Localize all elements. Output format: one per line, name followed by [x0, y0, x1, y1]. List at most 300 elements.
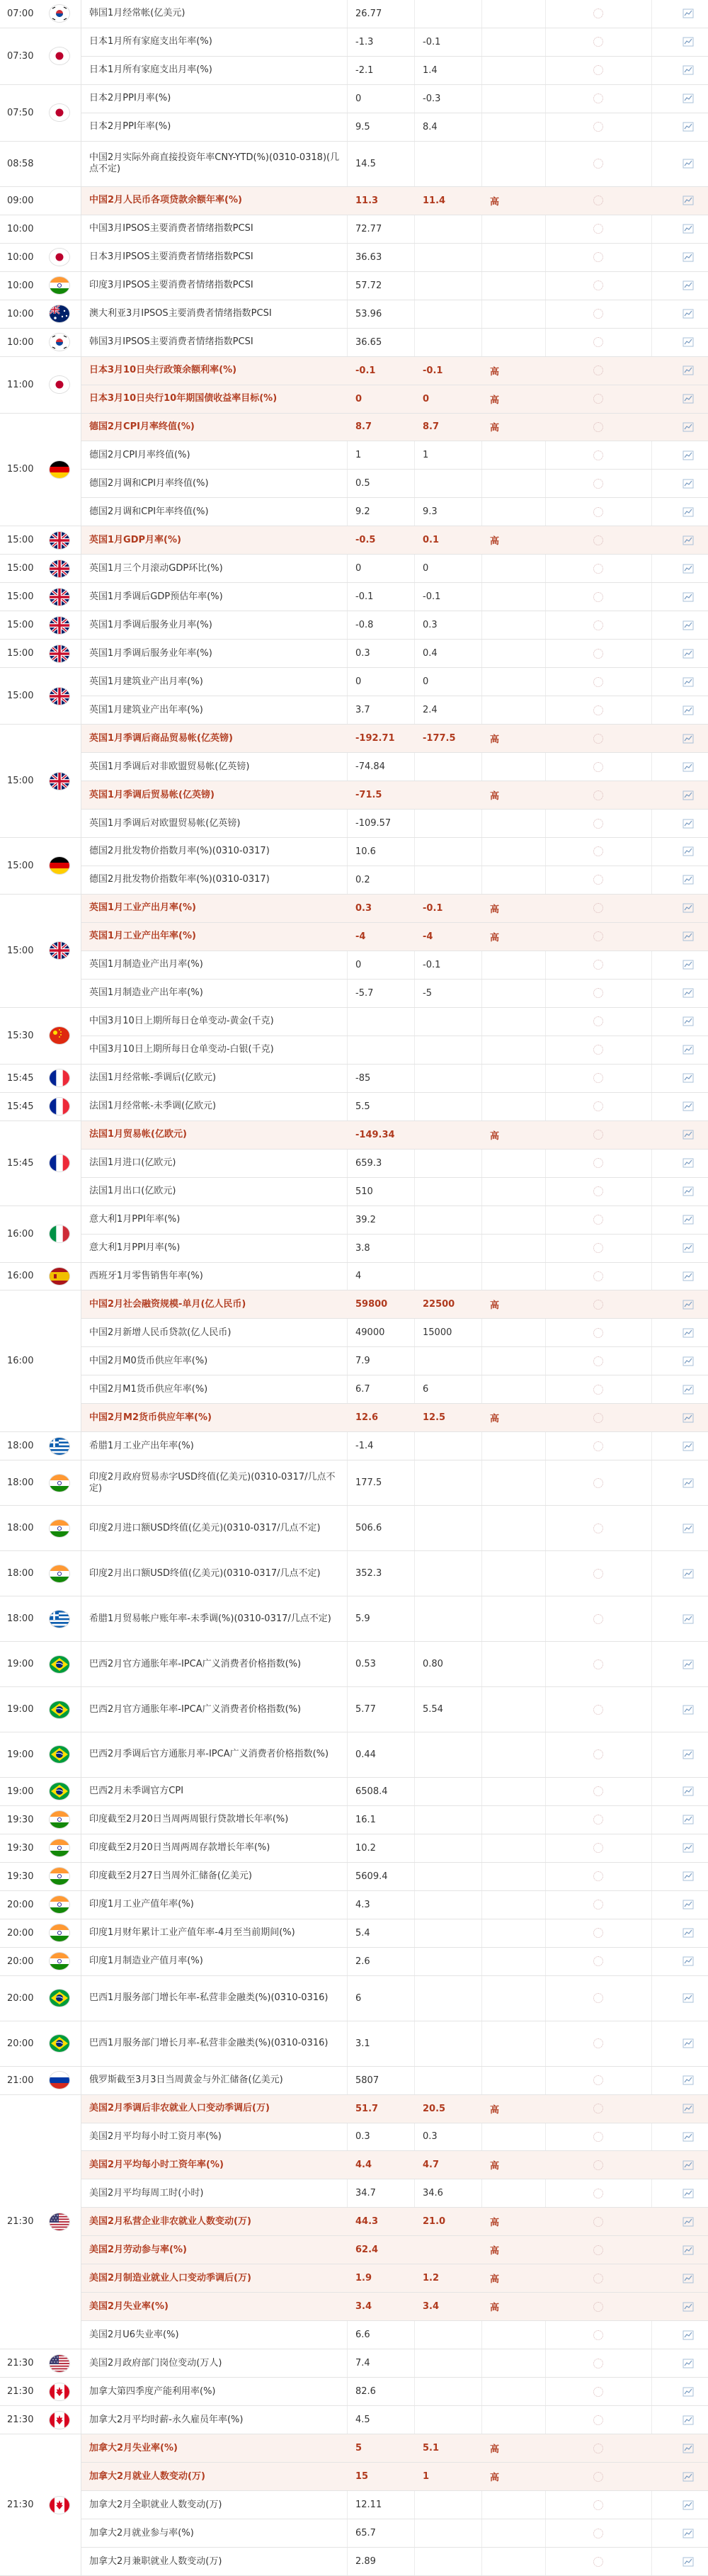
event-time: 15:45 — [7, 1157, 34, 1169]
france-flag-icon — [50, 1069, 69, 1086]
chart-icon[interactable] — [680, 57, 697, 84]
event-name[interactable]: 希腊1月贸易帐户账年率-未季调(%)(0310-0317/几点不定) — [89, 1613, 331, 1624]
chart-icon[interactable] — [680, 951, 697, 979]
chart-icon[interactable] — [680, 668, 697, 696]
chart-icon[interactable] — [680, 113, 697, 141]
event-name[interactable]: 英国1月建筑业产出年率(%) — [89, 704, 203, 715]
event-name[interactable]: 英国1月季调后服务业月率(%) — [89, 619, 212, 630]
greece-flag-icon — [50, 1438, 69, 1455]
chart-icon[interactable] — [680, 1178, 697, 1205]
event-name[interactable]: 法国1月出口(亿欧元) — [89, 1186, 176, 1197]
spinner-icon — [593, 93, 603, 103]
event-name[interactable]: 中国3月10日上期所每日仓单变动-白银(千克) — [89, 1044, 274, 1055]
previous-value: 506.6 — [355, 1523, 382, 1534]
chart-icon[interactable] — [680, 2349, 697, 2377]
event-time: 20:00 — [7, 1992, 34, 2004]
importance-label: 高 — [490, 2161, 500, 2172]
event-row — [0, 1687, 708, 1732]
chart-icon[interactable] — [680, 1206, 697, 1234]
chart-icon[interactable] — [680, 0, 697, 28]
chart-icon[interactable] — [680, 2021, 697, 2066]
chart-icon[interactable] — [680, 838, 697, 866]
chart-icon[interactable] — [680, 1976, 697, 2021]
previous-value: 12.11 — [355, 2500, 382, 2511]
chart-icon[interactable] — [680, 1347, 697, 1375]
chart-icon[interactable] — [680, 2293, 697, 2320]
india-flag-icon — [50, 1924, 69, 1941]
spinner-icon — [593, 2274, 603, 2283]
event-name[interactable]: 英国1月季调后GDP预估年率(%) — [89, 591, 223, 602]
event-name[interactable]: 巴西2月官方通胀年率-IPCA广义消费者价格指数(%) — [89, 1703, 302, 1715]
previous-value: 14.5 — [355, 158, 376, 169]
chart-icon[interactable] — [680, 1460, 697, 1505]
event-time: 21:30 — [7, 2386, 34, 2398]
spinner-icon — [593, 2189, 603, 2198]
event-name[interactable]: 印度1月财年累计工业产值年率-4月至当前期间(%) — [89, 1927, 295, 1939]
chart-icon[interactable] — [680, 1863, 697, 1890]
previous-value: 2.6 — [355, 1956, 370, 1967]
time-group-cell — [0, 1948, 81, 1976]
chart-icon[interactable] — [680, 526, 697, 554]
chart-icon[interactable] — [680, 1732, 697, 1777]
chart-icon[interactable] — [680, 895, 697, 922]
event-name[interactable]: 中国2月人民币各项贷款余额年率(%) — [89, 195, 242, 206]
previous-value: 5.77 — [355, 1704, 376, 1715]
event-row — [0, 1036, 708, 1065]
spinner-icon — [593, 1928, 603, 1938]
time-group-cell — [0, 1642, 81, 1687]
chart-icon[interactable] — [680, 1778, 697, 1805]
event-name[interactable]: 中国2月实际外商直接投资年率CNY-YTD(%)(0310-0318)(几点不定) — [89, 152, 340, 175]
chart-icon[interactable] — [680, 1919, 697, 1947]
event-name[interactable]: 英国1月三个月滚动GDP环比(%) — [89, 562, 223, 574]
chart-icon[interactable] — [680, 300, 697, 328]
chart-icon[interactable] — [680, 414, 697, 441]
event-row — [0, 583, 708, 611]
chart-icon[interactable] — [680, 2321, 697, 2349]
event-name[interactable]: 英国1月季调后对非欧盟贸易帐(亿英镑) — [89, 761, 250, 772]
chart-icon[interactable] — [680, 2095, 697, 2123]
chart-icon[interactable] — [680, 2208, 697, 2235]
event-name[interactable]: 加拿大2月失业率(%) — [89, 2442, 178, 2453]
loading-spinner — [545, 414, 651, 441]
forecast-value: 6 — [423, 1384, 429, 1395]
spinner-icon — [593, 1871, 603, 1881]
previous-value: 36.63 — [355, 251, 382, 263]
spinner-icon — [593, 2387, 603, 2397]
forecast-value: -0.3 — [423, 93, 441, 104]
event-name[interactable]: 印度3月IPSOS主要消费者情绪指数PCSI — [89, 280, 253, 291]
germany-flag-icon — [50, 461, 69, 478]
event-name[interactable]: 加拿大2月就业人数变动(万) — [89, 2470, 205, 2482]
event-row — [0, 1178, 708, 1206]
event-name[interactable]: 巴西1月服务部门增长月率-私营非金融类(%)(0310-0316) — [89, 2038, 329, 2049]
event-name[interactable]: 印度截至2月20日当周两周银行贷款增长年率(%) — [89, 1814, 289, 1825]
loading-spinner — [545, 1891, 651, 1919]
spinner-icon — [593, 2557, 603, 2567]
spinner-icon — [593, 2302, 603, 2312]
chart-icon[interactable] — [680, 2236, 697, 2264]
spinner-icon — [593, 479, 603, 489]
event-name[interactable]: 希腊1月工业产出年率(%) — [89, 1440, 194, 1451]
chart-icon[interactable] — [680, 85, 697, 113]
chart-icon[interactable] — [680, 555, 697, 582]
event-name[interactable]: 巴西1月服务部门增长年率-私营非金融类(%)(0310-0316) — [89, 1992, 329, 2004]
event-time: 16:00 — [7, 1228, 34, 1239]
loading-spinner — [545, 1093, 651, 1120]
chart-icon[interactable] — [680, 187, 697, 215]
event-name[interactable]: 法国1月进口(亿欧元) — [89, 1157, 176, 1169]
event-time: 19:30 — [7, 1871, 34, 1882]
event-name[interactable]: 德国2月批发物价指数年率(%)(0310-0317) — [89, 874, 270, 885]
forecast-value: 0.3 — [423, 2131, 438, 2143]
event-row — [0, 2208, 708, 2236]
chart-icon[interactable] — [680, 1375, 697, 1403]
chart-icon[interactable] — [680, 753, 697, 781]
chart-icon[interactable] — [680, 1263, 697, 1290]
time-group-cell — [0, 300, 81, 329]
loading-spinner — [545, 1150, 651, 1177]
event-name[interactable]: 印度截至2月27日当周外汇储备(亿美元) — [89, 1871, 252, 1882]
chart-icon[interactable] — [680, 923, 697, 951]
event-row — [0, 2151, 708, 2179]
brazil-flag-icon — [50, 1746, 69, 1763]
chart-icon[interactable] — [680, 1506, 697, 1550]
event-name[interactable]: 德国2月CPI月率终值(%) — [89, 449, 190, 460]
chart-icon[interactable] — [680, 1121, 697, 1149]
event-name[interactable]: 巴西2月未季调官方CPI — [89, 1786, 184, 1797]
event-row — [0, 1065, 708, 1093]
event-name[interactable]: 澳大利亚3月IPSOS主要消费者情绪指数PCSI — [89, 308, 272, 319]
event-row — [0, 753, 708, 781]
event-name[interactable]: 印度2月进口额USD终值(亿美元)(0310-0317/几点不定) — [89, 1522, 321, 1533]
chart-icon[interactable] — [680, 2463, 697, 2490]
event-name[interactable]: 俄罗斯截至3月3日当周黄金与外汇储备(亿美元) — [89, 2075, 283, 2086]
forecast-value: -0.1 — [423, 36, 441, 47]
loading-spinner — [545, 85, 651, 113]
canada-flag-icon — [50, 2412, 69, 2429]
importance-label: 高 — [490, 904, 500, 915]
spinner-icon — [593, 1749, 603, 1759]
chart-icon[interactable] — [680, 272, 697, 300]
loading-spinner — [545, 1290, 651, 1318]
forecast-value: 0 — [423, 676, 429, 688]
event-name[interactable]: 英国1月制造业产出月率(%) — [89, 959, 203, 970]
spinner-icon — [593, 960, 603, 970]
event-name[interactable]: 中国3月10日上期所每日仓单变动-黄金(千克) — [89, 1016, 274, 1027]
chart-icon[interactable] — [680, 1596, 697, 1641]
loading-spinner — [545, 1008, 651, 1035]
event-name[interactable]: 法国1月经常帐-季调后(亿欧元) — [89, 1072, 217, 1084]
event-name[interactable]: 英国1月季调后服务业年率(%) — [89, 647, 212, 659]
forecast-value: -177.5 — [423, 733, 456, 744]
event-name[interactable]: 日本1月所有家庭支出月率(%) — [89, 64, 212, 76]
chart-icon[interactable] — [680, 1806, 697, 1834]
previous-value: -0.1 — [355, 365, 376, 376]
spinner-icon — [593, 903, 603, 913]
event-name[interactable]: 印度1月工业产值年率(%) — [89, 1899, 194, 1910]
event-row — [0, 1976, 708, 2021]
event-name[interactable]: 英国1月制造业产出年率(%) — [89, 987, 203, 999]
event-name[interactable]: 美国2月平均每周工时(小时) — [89, 2187, 204, 2198]
spinner-icon — [593, 2330, 603, 2340]
previous-value: 3.7 — [355, 705, 370, 716]
event-row — [0, 611, 708, 640]
spinner-icon — [593, 8, 603, 18]
event-name[interactable]: 印度1月制造业产值月率(%) — [89, 1956, 203, 1967]
event-name[interactable]: 德国2月调和CPI年率终值(%) — [89, 506, 209, 517]
event-row — [0, 895, 708, 923]
event-name[interactable]: 日本1月所有家庭支出年率(%) — [89, 36, 212, 47]
spinner-icon — [593, 65, 603, 75]
loading-spinner — [545, 2406, 651, 2434]
event-row — [0, 187, 708, 215]
chart-icon[interactable] — [680, 2151, 697, 2179]
chart-icon[interactable] — [680, 2491, 697, 2519]
event-name[interactable]: 印度2月政府贸易赤字USD终值(亿美元)(0310-0317/几点不定) — [89, 1471, 336, 1494]
event-time: 10:00 — [7, 251, 34, 263]
time-group-cell — [0, 1806, 81, 1834]
event-name[interactable]: 中国2月社会融资规模-单月(亿人民币) — [89, 1298, 246, 1310]
chart-icon[interactable] — [680, 244, 697, 271]
chart-icon[interactable] — [680, 1150, 697, 1177]
chart-icon[interactable] — [680, 1432, 697, 1460]
event-row — [0, 142, 708, 187]
event-name[interactable]: 印度截至2月20日当周两周存款增长年率(%) — [89, 1842, 270, 1854]
importance-label: 高 — [490, 734, 500, 746]
chart-icon[interactable] — [680, 215, 697, 243]
event-time: 07:50 — [7, 107, 34, 118]
spinner-icon — [593, 1130, 603, 1140]
chart-icon[interactable] — [680, 866, 697, 894]
chart-icon[interactable] — [680, 1687, 697, 1732]
australia-flag-icon — [50, 305, 69, 322]
time-group-cell — [0, 244, 81, 272]
chart-icon[interactable] — [680, 28, 697, 56]
chart-icon[interactable] — [680, 640, 697, 667]
event-name[interactable]: 韩国3月IPSOS主要消费者情绪指数PCSI — [89, 336, 253, 348]
chart-icon[interactable] — [680, 470, 697, 497]
chart-icon[interactable] — [680, 498, 697, 526]
chart-icon[interactable] — [680, 1948, 697, 1975]
event-row — [0, 2321, 708, 2349]
time-group-cell — [0, 583, 81, 611]
loading-spinner — [545, 1178, 651, 1205]
uk-flag-icon — [50, 532, 69, 549]
time-group-cell — [0, 1121, 81, 1206]
chart-icon[interactable] — [680, 1093, 697, 1120]
spinner-icon — [593, 337, 603, 347]
event-name[interactable]: 巴西2月官方通胀年率-IPCA广义消费者价格指数(%) — [89, 1658, 302, 1669]
event-name[interactable]: 日本2月PPI月率(%) — [89, 93, 171, 104]
time-group-cell — [0, 0, 81, 28]
event-time: 19:00 — [7, 1786, 34, 1797]
event-time: 10:00 — [7, 336, 34, 348]
spinner-icon — [593, 649, 603, 659]
previous-value: 62.4 — [355, 2245, 379, 2256]
chart-icon[interactable] — [680, 142, 697, 186]
event-time: 20:00 — [7, 1956, 34, 1967]
previous-value: 0 — [355, 393, 362, 404]
event-name[interactable]: 加拿大2月平均时薪-永久雇员年率(%) — [89, 2414, 244, 2425]
event-time: 15:00 — [7, 591, 34, 603]
india-flag-icon — [50, 1839, 69, 1856]
chart-icon[interactable] — [680, 1551, 697, 1596]
event-name[interactable]: 美国2月平均每小时工资月率(%) — [89, 2130, 222, 2142]
event-name[interactable]: 韩国1月经常帐(亿美元) — [89, 8, 185, 19]
spinner-icon — [593, 507, 603, 517]
event-name[interactable]: 日本2月PPI年率(%) — [89, 121, 171, 132]
event-row — [0, 272, 708, 300]
event-row — [0, 1460, 708, 1506]
chart-icon[interactable] — [680, 781, 697, 809]
time-group-cell — [0, 187, 81, 215]
event-name[interactable]: 西班牙1月零售销售年率(%) — [89, 1270, 203, 1281]
loading-spinner — [545, 1948, 651, 1975]
loading-spinner — [545, 1506, 651, 1550]
previous-value: 3.8 — [355, 1242, 370, 1254]
chart-icon[interactable] — [680, 2434, 697, 2462]
chart-icon[interactable] — [680, 2406, 697, 2434]
spinner-icon — [593, 1815, 603, 1825]
chart-icon[interactable] — [680, 1891, 697, 1919]
loading-spinner — [545, 2548, 651, 2575]
event-name[interactable]: 法国1月经常帐-未季调(亿欧元) — [89, 1101, 217, 1112]
chart-icon[interactable] — [680, 357, 697, 385]
event-name[interactable]: 美国2月劳动参与率(%) — [89, 2244, 187, 2255]
previous-value: -1.4 — [355, 1441, 374, 1452]
chart-icon[interactable] — [680, 2264, 697, 2292]
previous-value: 7.4 — [355, 2358, 370, 2369]
event-name[interactable]: 中国2月M1货币供应年率(%) — [89, 1383, 208, 1395]
event-name[interactable]: 德国2月调和CPI月率终值(%) — [89, 477, 209, 489]
chart-icon[interactable] — [680, 1319, 697, 1346]
event-name[interactable]: 巴西2月季调后官方通胀月率-IPCA广义消费者价格指数(%) — [89, 1749, 329, 1760]
chart-icon[interactable] — [680, 1834, 697, 1862]
event-row — [0, 810, 708, 838]
event-name[interactable]: 法国1月贸易帐(亿欧元) — [89, 1129, 187, 1140]
event-name[interactable]: 美国2月U6失业率(%) — [89, 2329, 179, 2340]
event-name[interactable]: 中国2月新增人民币贷款(亿人民币) — [89, 1327, 232, 1338]
event-name[interactable]: 印度2月出口额USD终值(亿美元)(0310-0317/几点不定) — [89, 1567, 321, 1579]
event-name[interactable]: 英国1月GDP月率(%) — [89, 534, 181, 545]
event-name[interactable]: 意大利1月PPI年率(%) — [89, 1214, 181, 1225]
chart-icon[interactable] — [680, 2067, 697, 2094]
event-row — [0, 470, 708, 498]
chart-icon[interactable] — [680, 2123, 697, 2151]
chart-icon[interactable] — [680, 810, 697, 837]
chart-icon[interactable] — [680, 1404, 697, 1431]
event-name[interactable]: 英国1月建筑业产出月率(%) — [89, 676, 203, 687]
event-name[interactable]: 美国2月失业率(%) — [89, 2300, 169, 2312]
chart-icon[interactable] — [680, 1036, 697, 1064]
previous-value: 6 — [355, 1992, 362, 2004]
event-row — [0, 2491, 708, 2519]
japan-flag-icon — [50, 104, 69, 121]
event-name[interactable]: 德国2月批发物价指数月率(%)(0310-0317) — [89, 846, 270, 857]
event-row — [0, 1008, 708, 1036]
event-row — [0, 1551, 708, 1596]
chart-icon[interactable] — [680, 2378, 697, 2405]
forecast-value: 1.4 — [423, 64, 438, 76]
time-group-cell — [0, 1551, 81, 1596]
event-name[interactable]: 美国2月平均每小时工资年率(%) — [89, 2159, 224, 2170]
event-name[interactable]: 加拿大2月全职就业人数变动(万) — [89, 2499, 222, 2510]
spinner-icon — [593, 846, 603, 856]
chart-icon[interactable] — [680, 2548, 697, 2575]
loading-spinner — [545, 498, 651, 526]
event-name[interactable]: 加拿大2月兼职就业人数变动(万) — [89, 2555, 222, 2567]
chart-icon[interactable] — [680, 583, 697, 611]
chart-icon[interactable] — [680, 385, 697, 413]
event-row — [0, 866, 708, 895]
previous-value: 39.2 — [355, 1214, 376, 1225]
event-name[interactable]: 加拿大第四季度产能利用率(%) — [89, 2385, 216, 2397]
event-name[interactable]: 日本3月IPSOS主要消费者情绪指数PCSI — [89, 251, 253, 263]
previous-value: -71.5 — [355, 790, 382, 801]
event-name[interactable]: 美国2月私营企业非农就业人数变动(万) — [89, 2215, 251, 2227]
chart-icon[interactable] — [680, 1065, 697, 1092]
chart-icon[interactable] — [680, 1008, 697, 1035]
event-name[interactable]: 英国1月工业产出年率(%) — [89, 931, 196, 942]
chart-icon[interactable] — [680, 2179, 697, 2207]
event-name[interactable]: 德国2月CPI月率终值(%) — [89, 421, 195, 432]
chart-icon[interactable] — [680, 1235, 697, 1262]
event-row — [0, 2548, 708, 2576]
chart-icon[interactable] — [680, 696, 697, 724]
event-name[interactable]: 中国2月M2货币供应年率(%) — [89, 1412, 212, 1423]
event-name[interactable]: 加拿大2月就业参与率(%) — [89, 2527, 194, 2538]
event-name[interactable]: 中国2月M0货币供应年率(%) — [89, 1355, 208, 1366]
event-name[interactable]: 英国1月季调后商品贸易帐(亿英镑) — [89, 732, 233, 744]
chart-icon[interactable] — [680, 2519, 697, 2547]
chart-icon[interactable] — [680, 329, 697, 356]
event-name[interactable]: 美国2月季调后非农就业人口变动季调后(万) — [89, 2103, 270, 2114]
chart-icon[interactable] — [680, 1642, 697, 1686]
loading-spinner — [545, 1834, 651, 1862]
loading-spinner — [545, 1206, 651, 1234]
chart-icon[interactable] — [680, 611, 697, 639]
time-group-cell — [0, 1506, 81, 1551]
event-name[interactable]: 美国2月制造业就业人口变动季调后(万) — [89, 2272, 251, 2283]
previous-value: 1.9 — [355, 2273, 372, 2284]
chart-icon[interactable] — [680, 725, 697, 752]
event-name[interactable]: 日本3月10日央行政策余额利率(%) — [89, 365, 237, 376]
event-name[interactable]: 意大利1月PPI月率(%) — [89, 1242, 181, 1254]
chart-icon[interactable] — [680, 441, 697, 469]
previous-value: 53.96 — [355, 308, 382, 319]
importance-label: 高 — [490, 2473, 500, 2484]
loading-spinner — [545, 555, 651, 582]
event-name[interactable]: 日本3月10日央行10年期国债收益率目标(%) — [89, 393, 278, 404]
chart-icon[interactable] — [680, 1290, 697, 1318]
event-row — [0, 385, 708, 414]
chart-icon[interactable] — [680, 980, 697, 1007]
importance-label: 高 — [490, 2104, 500, 2116]
event-name[interactable]: 美国2月政府部门岗位变动(万人) — [89, 2357, 222, 2368]
event-name[interactable]: 英国1月工业产出月率(%) — [89, 902, 196, 914]
spinner-icon — [593, 280, 603, 290]
previous-value: -4 — [355, 931, 366, 942]
uk-flag-icon — [50, 560, 69, 577]
event-name[interactable]: 英国1月季调后贸易帐(亿英镑) — [89, 789, 215, 800]
event-row — [0, 2021, 708, 2067]
event-name[interactable]: 中国3月IPSOS主要消费者情绪指数PCSI — [89, 223, 253, 234]
loading-spinner — [545, 2519, 651, 2547]
time-group-cell — [0, 895, 81, 1008]
event-row — [0, 725, 708, 753]
event-name[interactable]: 英国1月季调后对欧盟贸易帐(亿英镑) — [89, 817, 241, 829]
